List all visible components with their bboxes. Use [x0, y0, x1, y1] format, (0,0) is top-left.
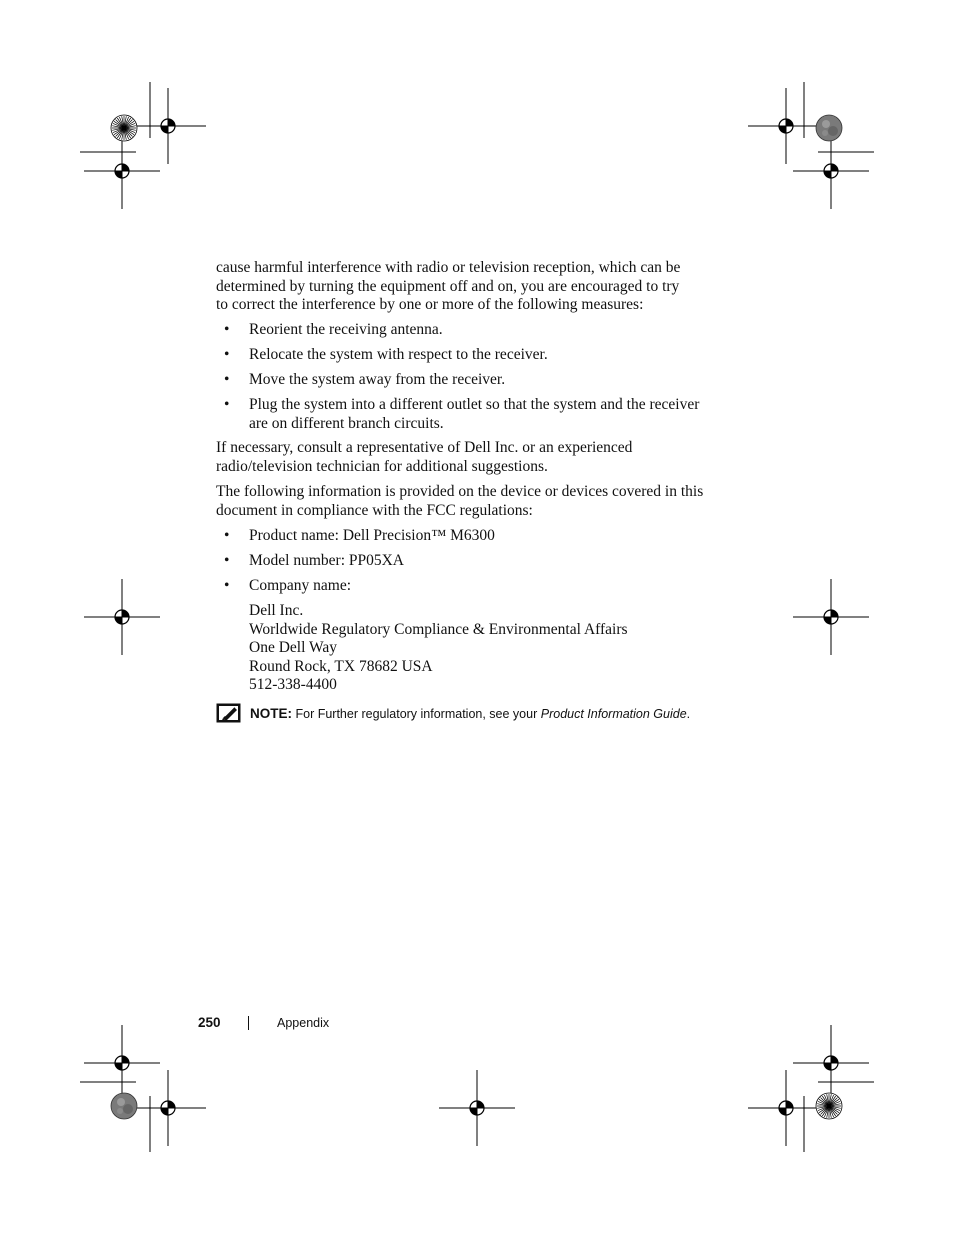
- bullet-glyph: •: [224, 577, 230, 594]
- registration-target: [748, 88, 824, 164]
- registration-target: [793, 1025, 869, 1101]
- registration-target: [84, 579, 160, 655]
- text-line: Reorient the receiving antenna.: [249, 321, 443, 338]
- note-text: [250, 706, 690, 721]
- note-box: [216, 703, 736, 725]
- text-line: are on different branch circuits.: [249, 414, 444, 432]
- text-line: The following information is provided on the device or devices covered in this: [216, 483, 704, 500]
- registration-target: [84, 1025, 160, 1101]
- text-line: cause harmful interference with radio or television reception, which can be: [216, 259, 681, 276]
- bullet-glyph: •: [224, 527, 230, 544]
- registration-target: [748, 1070, 824, 1146]
- registration-target: [84, 133, 160, 209]
- bullet-glyph: •: [224, 346, 230, 363]
- registration-target: [793, 133, 869, 209]
- bullet-glyph: •: [224, 396, 230, 413]
- address-line: Dell Inc.: [249, 602, 304, 619]
- pencil-note-icon: [216, 703, 241, 723]
- text-line: If necessary, consult a representative of Dell Inc. or an experienced: [216, 439, 633, 456]
- address-line: Round Rock, TX 78682 USA: [249, 657, 433, 675]
- bullet-glyph: •: [224, 371, 230, 388]
- text-line: Model number: PP05XA: [249, 552, 404, 569]
- address-line: Worldwide Regulatory Compliance & Environmental Affairs: [249, 620, 628, 638]
- note-label: NOTE:: [250, 706, 292, 721]
- bullet-glyph: •: [224, 552, 230, 569]
- color-bar-mark: [816, 115, 842, 141]
- text-line: Company name:: [249, 577, 352, 594]
- registration-target: [439, 1070, 515, 1146]
- consult-paragraph: [216, 439, 716, 476]
- color-bar-mark: [111, 1093, 137, 1119]
- starburst-mark: [816, 1093, 842, 1119]
- starburst-mark: [111, 115, 137, 141]
- bullet-glyph: •: [224, 321, 230, 338]
- info-paragraph: [216, 483, 716, 520]
- footer-separator: [248, 1016, 249, 1030]
- guide-title: Product Information Guide: [540, 707, 687, 721]
- registration-target: [793, 579, 869, 655]
- text-line: to correct the interference by one or more of the following measures:: [216, 296, 644, 314]
- note-body: For Further regulatory information, see your: [295, 707, 538, 721]
- company-address: [249, 602, 628, 695]
- note-end: .: [686, 707, 691, 721]
- text-line: Relocate the system with respect to the receiver.: [249, 346, 548, 363]
- address-line: One Dell Way: [249, 639, 337, 657]
- registration-target: [130, 88, 206, 164]
- footer-section-title: Appendix: [277, 1016, 330, 1030]
- text-line: Product name: Dell Precision™ M6300: [249, 527, 495, 544]
- text-line: radio/television technician for additional suggestions.: [216, 457, 548, 475]
- address-line: 512-338-4400: [249, 676, 337, 694]
- text-line: Plug the system into a different outlet so that the system and the receiver: [249, 396, 700, 413]
- page-number: 250: [198, 1015, 221, 1030]
- text-line: determined by turning the equipment off and on, you are encouraged to try: [216, 277, 680, 295]
- text-line: document in compliance with the FCC regulations:: [216, 501, 533, 519]
- intro-paragraph: [216, 259, 716, 315]
- registration-target: [130, 1070, 206, 1146]
- text-line: Move the system away from the receiver.: [249, 371, 506, 388]
